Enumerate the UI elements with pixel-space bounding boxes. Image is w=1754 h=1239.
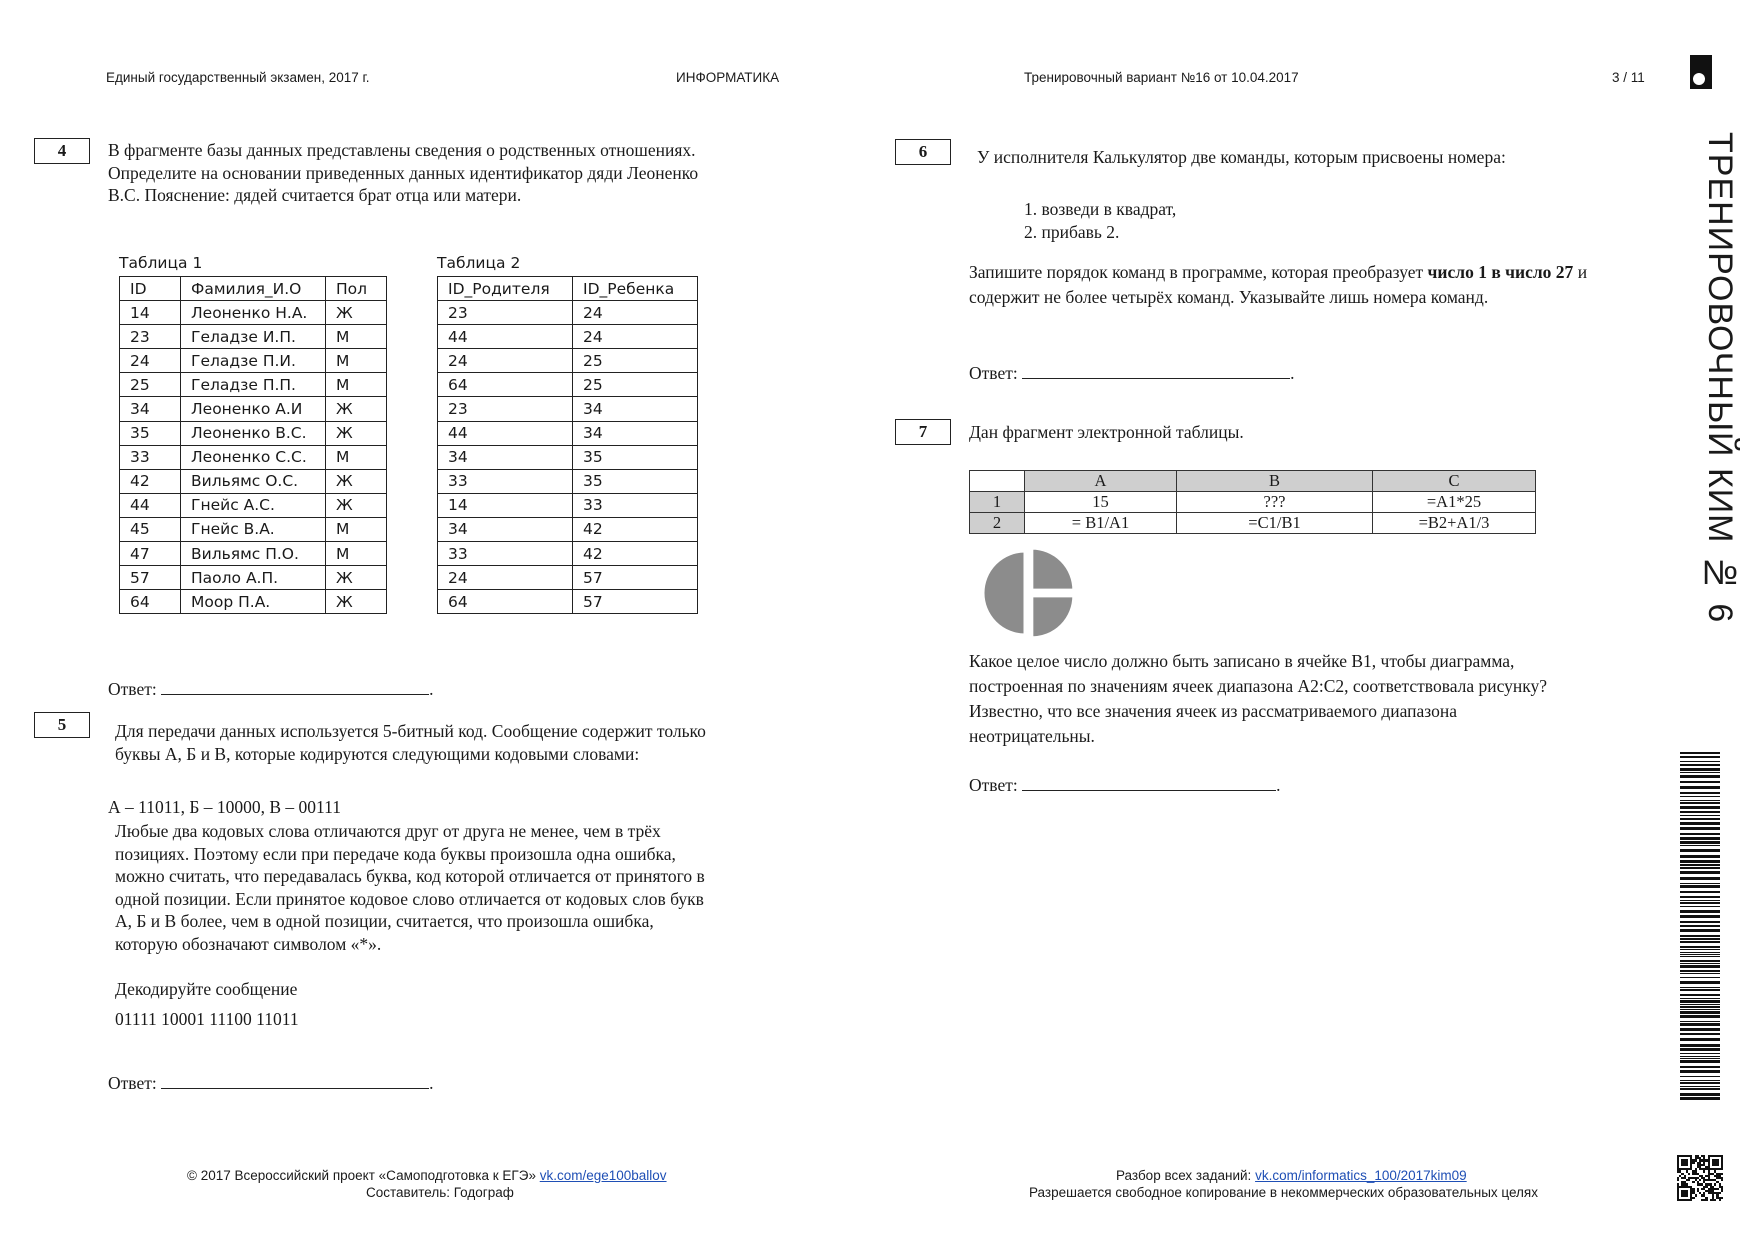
answer-label: Ответ: (108, 1073, 157, 1093)
table2-cell: 42 (573, 542, 698, 566)
barcode-bar (1680, 1021, 1720, 1022)
qr-module (1686, 1194, 1688, 1196)
barcode-bar (1680, 796, 1720, 797)
task-4-number: 4 (34, 138, 90, 164)
table1-cell: Геладзе П.П. (181, 373, 326, 397)
table2-cell: 14 (438, 493, 573, 517)
table1-cell: Ж (326, 421, 387, 445)
command-item: 1. возведи в квадрат, (1024, 199, 1177, 219)
table2-row (438, 373, 698, 397)
barcode-bar (1680, 902, 1720, 904)
table1-row (120, 542, 387, 566)
qr-module (1703, 1170, 1705, 1172)
task-6-question (969, 260, 1589, 310)
barcode-bar (1680, 860, 1720, 863)
table1-cell: 45 (120, 517, 181, 541)
footer-analysis-link[interactable]: vk.com/informatics_100/2017kim09 (1255, 1168, 1467, 1183)
barcode-bar (1680, 981, 1720, 984)
table1-row (120, 325, 387, 349)
table1-cell: 57 (120, 566, 181, 590)
barcode-bar (1680, 822, 1720, 825)
barcode-bar (1680, 1048, 1720, 1051)
footer-copyright: © 2017 Всероссийский проект «Самоподготовка к ЕГЭ» (187, 1168, 540, 1183)
table2-cell: 24 (438, 566, 573, 590)
barcode-bar (1680, 802, 1720, 804)
table2-row (438, 397, 698, 421)
task-5-codes: А – 11011, Б – 10000, В – 00111 (108, 797, 342, 817)
table1-cell: Гнейс А.С. (181, 493, 326, 517)
table1-cell: 25 (120, 373, 181, 397)
barcode-bar (1680, 1009, 1720, 1010)
sheet-row (970, 492, 1536, 513)
barcode-bar (1680, 970, 1720, 972)
table1-column-header: Фамилия_И.О (181, 277, 326, 301)
barcode-bar (1680, 1070, 1720, 1073)
barcode-bar (1680, 921, 1720, 923)
barcode-bar (1680, 867, 1720, 869)
barcode (1680, 752, 1720, 1102)
barcode-bar (1680, 837, 1720, 840)
table1-cell: М (326, 517, 387, 541)
footer-left (187, 1168, 667, 1183)
task-5-decode: Декодируйте сообщение (115, 979, 298, 999)
barcode-bar (1680, 883, 1720, 884)
table1-cell: М (326, 373, 387, 397)
footer-license: Разрешается свободное копирование в некоммерческих образовательных целях (1029, 1185, 1538, 1200)
table2 (437, 276, 698, 614)
task-6-answer: Ответ: . (969, 363, 1295, 383)
table2-cell: 57 (573, 566, 698, 590)
barcode-bar (1680, 925, 1720, 927)
barcode-bar (1680, 963, 1720, 964)
table1-row (120, 373, 387, 397)
barcode-bar (1680, 841, 1720, 844)
pie-chart (974, 538, 1084, 648)
table1 (119, 276, 387, 614)
barcode-bar (1680, 781, 1720, 783)
barcode-bar (1680, 900, 1720, 901)
header-subject: ИНФОРМАТИКА (676, 70, 780, 85)
task-7-answer-line[interactable] (1022, 774, 1276, 791)
qr-module (1692, 1197, 1694, 1199)
table2-cell: 33 (438, 542, 573, 566)
barcode-bar (1680, 775, 1720, 778)
table1-cell: М (326, 445, 387, 469)
barcode-bar (1680, 1060, 1720, 1063)
pie-slice-b2 (1032, 596, 1074, 638)
qr-module (1677, 1179, 1679, 1181)
task-5-number: 5 (34, 712, 90, 738)
table1-cell: Ж (326, 301, 387, 325)
table1-cell: 23 (120, 325, 181, 349)
table2-row (438, 325, 698, 349)
table1-row (120, 301, 387, 325)
barcode-bar (1680, 949, 1720, 950)
barcode-bar (1680, 849, 1720, 852)
barcode-bar (1680, 1044, 1720, 1047)
table1-cell: Паоло А.П. (181, 566, 326, 590)
barcode-bar (1680, 1082, 1720, 1084)
qr-module (1699, 1179, 1701, 1181)
table1-row (120, 349, 387, 373)
table1-cell: Леоненко А.И (181, 397, 326, 421)
task-7-question: Какое целое число должно быть записано в ячейке B1, чтобы диаграмма, построенная по значениям ячеек диапазона A2:C2, соответствовала рисунку? Известно, что все значения ячеек из рассматриваемого диапазона неотрицательны. (969, 651, 1548, 746)
command-item: 2. прибавь 2. (1024, 221, 1120, 242)
pie-slice-a2 (1032, 548, 1074, 590)
sheet-cell-a2: = B1/A1 (1025, 513, 1177, 534)
barcode-bar (1680, 1038, 1720, 1041)
task-6-intro: У исполнителя Калькулятор две команды, которым присвоены номера: (977, 147, 1506, 167)
table2-row (438, 590, 698, 614)
barcode-bar (1680, 772, 1720, 773)
qr-code (1677, 1155, 1723, 1201)
table1-cell: Леоненко Н.А. (181, 301, 326, 325)
sheet-row-header: 2 (970, 513, 1025, 534)
answer-label: Ответ: (969, 363, 1018, 383)
pie-slice-c2 (983, 551, 1025, 635)
table1-header-row (120, 277, 387, 301)
table2-cell: 57 (573, 590, 698, 614)
barcode-bar (1680, 806, 1720, 809)
barcode-bar (1680, 752, 1720, 754)
barcode-bar (1680, 973, 1720, 974)
barcode-bar (1680, 994, 1720, 996)
barcode-bar (1680, 1028, 1720, 1031)
qr-module (1688, 1173, 1690, 1175)
barcode-bar (1680, 818, 1720, 820)
table1-cell: Вильямс О.С. (181, 469, 326, 493)
table2-cell: 42 (573, 517, 698, 541)
task-6-question-part1: Запишите порядок команд в программе, которая преобразует (969, 262, 1428, 282)
table2-row (438, 421, 698, 445)
table1-caption: Таблица 1 (119, 254, 203, 272)
task-5-body: Любые два кодовых слова отличаются друг от друга не менее, чем в трёх позициях. Поэтому если при передаче кода буквы произошла одна ошибка, можно считать, что передавалась буква, код которой отличается от принятого в одной позиции. Если принятое кодовое слово отличается от кодовых слов букв А, Б и В более, чем в одной позиции, считается, что произошла ошибка, которую обозначают символом «*». (115, 821, 705, 954)
task-6-commands (1024, 198, 1524, 243)
barcode-bar (1680, 935, 1720, 937)
barcode-bar (1680, 910, 1720, 913)
table2-row (438, 493, 698, 517)
sheet-cell-c2: =B2+A1/3 (1373, 513, 1536, 534)
barcode-bar (1680, 929, 1720, 932)
barcode-bar (1680, 954, 1720, 955)
header-variant: Тренировочный вариант №16 от 10.04.2017 (1024, 70, 1299, 85)
barcode-bar (1680, 906, 1720, 907)
table1-cell: 64 (120, 590, 181, 614)
table1-cell: М (326, 325, 387, 349)
table2-cell: 34 (573, 397, 698, 421)
sheet-col-header: B (1177, 471, 1373, 492)
table1-column-header: ID (120, 277, 181, 301)
table1-cell: Гнейс В.А. (181, 517, 326, 541)
table2-cell: 35 (573, 469, 698, 493)
table1-cell: 44 (120, 493, 181, 517)
task-6-question-bold: число 1 в число 27 (1427, 262, 1574, 282)
table2-cell: 25 (573, 373, 698, 397)
barcode-bar (1680, 896, 1720, 898)
table2-caption: Таблица 2 (437, 254, 521, 272)
table2-cell: 24 (573, 301, 698, 325)
table2-row (438, 301, 698, 325)
barcode-bar (1680, 1086, 1720, 1087)
sheet-cell-b1: ??? (1177, 492, 1373, 513)
table1-row (120, 397, 387, 421)
barcode-bar (1680, 941, 1720, 943)
table1-cell: Вильямс П.О. (181, 542, 326, 566)
corner-mark (1690, 55, 1712, 89)
qr-module (1716, 1164, 1718, 1166)
table1-row (120, 493, 387, 517)
task-4-answer-line[interactable] (161, 678, 429, 695)
barcode-bar (1680, 1076, 1720, 1077)
qr-module (1721, 1190, 1723, 1192)
table1-cell: Ж (326, 493, 387, 517)
table2-cell: 24 (573, 325, 698, 349)
barcode-bar (1680, 1088, 1720, 1090)
qr-module (1721, 1197, 1723, 1199)
table1-row (120, 469, 387, 493)
table1-cell: Ж (326, 590, 387, 614)
table2-cell: 23 (438, 397, 573, 421)
table1-cell: Моор П.А. (181, 590, 326, 614)
table2-cell: 33 (438, 469, 573, 493)
table1-cell: 47 (120, 542, 181, 566)
barcode-bar (1680, 1006, 1720, 1008)
table1-cell: Ж (326, 469, 387, 493)
table2-header-row (438, 277, 698, 301)
table2-cell: 64 (438, 373, 573, 397)
qr-module (1690, 1199, 1692, 1201)
sheet-cell-a1: 15 (1025, 492, 1177, 513)
barcode-bar (1680, 827, 1720, 830)
qr-module (1721, 1179, 1723, 1181)
qr-module (1695, 1194, 1697, 1196)
table1-row (120, 566, 387, 590)
table2-row (438, 566, 698, 590)
barcode-bar (1680, 960, 1720, 962)
barcode-bar (1680, 1023, 1720, 1026)
table2-cell: 64 (438, 590, 573, 614)
barcode-bar (1680, 987, 1720, 988)
table1-cell: Леоненко С.С. (181, 445, 326, 469)
table1-column-header: Пол (326, 277, 387, 301)
table2-row (438, 445, 698, 469)
barcode-bar (1680, 811, 1720, 813)
footer-author: Составитель: Годограф (366, 1185, 514, 1200)
table1-cell: 35 (120, 421, 181, 445)
barcode-bar (1680, 764, 1720, 766)
table1-cell: 34 (120, 397, 181, 421)
header-page: 3 / 11 (1612, 70, 1645, 85)
table2-column-header: ID_Родителя (438, 277, 573, 301)
table2-cell: 34 (438, 517, 573, 541)
sheet-row (970, 513, 1536, 534)
sheet-header-row (970, 471, 1536, 492)
answer-label: Ответ: (969, 775, 1018, 795)
table2-cell: 44 (438, 325, 573, 349)
barcode-bar (1680, 891, 1720, 893)
table2-row (438, 517, 698, 541)
table1-cell: Геладзе И.П. (181, 325, 326, 349)
sheet-cell-b2: =C1/B1 (1177, 513, 1373, 534)
barcode-bar (1680, 761, 1720, 762)
table1-row (120, 445, 387, 469)
task-6-number: 6 (895, 139, 951, 165)
barcode-bar (1680, 1080, 1720, 1081)
barcode-bar (1680, 885, 1720, 888)
barcode-bar (1680, 938, 1720, 940)
answer-label: Ответ: (108, 679, 157, 699)
sheet-row-header: 1 (970, 492, 1025, 513)
qr-module (1705, 1199, 1707, 1201)
barcode-bar (1680, 792, 1720, 794)
table2-cell: 25 (573, 349, 698, 373)
table2-cell: 34 (573, 421, 698, 445)
barcode-bar (1680, 915, 1720, 918)
sheet-cell-c1: =A1*25 (1373, 492, 1536, 513)
barcode-bar (1680, 871, 1720, 874)
table2-cell: 23 (438, 301, 573, 325)
qr-module (1686, 1164, 1688, 1166)
task-7-answer: Ответ: . (969, 775, 1281, 795)
table1-cell: 14 (120, 301, 181, 325)
barcode-bar (1680, 998, 1720, 999)
barcode-bar (1680, 989, 1720, 991)
barcode-bar (1680, 845, 1720, 846)
barcode-bar (1680, 800, 1720, 801)
task-5-answer-line[interactable] (161, 1072, 429, 1089)
qr-module (1714, 1199, 1716, 1201)
barcode-bar (1680, 1053, 1720, 1054)
barcode-bar (1680, 815, 1720, 816)
qr-module (1714, 1183, 1716, 1185)
qr-module (1716, 1188, 1718, 1190)
task-4-text: В фрагменте базы данных представлены сведения о родственных отношениях. Определите на основании приведенных данных идентификатор дяди Леоненко В.С. Пояснение: дядей считается брат отца или матери. (108, 140, 699, 205)
table1-cell: Геладзе П.И. (181, 349, 326, 373)
task-6-answer-line[interactable] (1022, 362, 1290, 379)
barcode-bar (1680, 1097, 1720, 1100)
barcode-bar (1680, 1004, 1720, 1005)
qr-module (1719, 1199, 1721, 1201)
barcode-bar (1680, 946, 1720, 948)
qr-module (1688, 1179, 1690, 1181)
barcode-bar (1680, 956, 1720, 957)
barcode-bar (1680, 965, 1720, 968)
task-5-intro: Для передачи данных используется 5-битный код. Сообщение содержит только буквы А, Б и В, которые кодируются следующими кодовыми словами: (115, 721, 706, 764)
sheet-col-header: C (1373, 471, 1536, 492)
barcode-bar (1680, 1000, 1720, 1003)
task-6-question-part2: и содержит не более четырёх команд. Указывайте лишь номера команд. (969, 262, 1588, 307)
task-5-answer: Ответ: . (108, 1073, 434, 1093)
table1-cell: Ж (326, 397, 387, 421)
barcode-bar (1680, 952, 1720, 953)
table1-cell: М (326, 542, 387, 566)
table1-cell: 33 (120, 445, 181, 469)
qr-module (1721, 1168, 1723, 1170)
table1-cell: Леоненко В.С. (181, 421, 326, 445)
qr-module (1692, 1162, 1694, 1164)
table2-cell: 35 (573, 445, 698, 469)
barcode-bar (1680, 756, 1720, 758)
barcode-bar (1680, 1011, 1720, 1014)
table2-column-header: ID_Ребенка (573, 277, 698, 301)
footer-right (1116, 1168, 1467, 1183)
table2-row (438, 542, 698, 566)
barcode-bar (1680, 768, 1720, 771)
spreadsheet-fragment (969, 470, 1536, 534)
barcode-bar (1680, 1056, 1720, 1057)
qr-module (1692, 1181, 1694, 1183)
table2-cell: 33 (573, 493, 698, 517)
table1-cell: М (326, 349, 387, 373)
footer-analysis-label: Разбор всех заданий: (1116, 1168, 1256, 1183)
table1-row (120, 590, 387, 614)
barcode-bar (1680, 1033, 1720, 1035)
barcode-bar (1680, 786, 1720, 789)
barcode-bar (1680, 1015, 1720, 1018)
table1-row (120, 421, 387, 445)
table1-cell: Ж (326, 566, 387, 590)
barcode-bar (1680, 855, 1720, 858)
table2-row (438, 469, 698, 493)
sheet-col-header: A (1025, 471, 1177, 492)
side-title: ТРЕНИРОВОЧНЫЙ КИМ № 6 (1701, 132, 1739, 624)
table2-cell: 34 (438, 445, 573, 469)
task-7-intro: Дан фрагмент электронной таблицы. (969, 422, 1244, 442)
barcode-bar (1680, 1066, 1720, 1068)
barcode-bar (1680, 864, 1720, 866)
barcode-bar (1680, 1093, 1720, 1096)
task-5-message: 01111 10001 11100 11011 (115, 1009, 299, 1029)
footer-project-link[interactable]: vk.com/ege100ballov (539, 1168, 667, 1183)
qr-module (1721, 1173, 1723, 1175)
barcode-bar (1680, 1058, 1720, 1059)
table1-cell: 42 (120, 469, 181, 493)
task-4-answer: Ответ: . (108, 679, 434, 699)
barcode-bar (1680, 833, 1720, 835)
table2-cell: 24 (438, 349, 573, 373)
barcode-bar (1680, 977, 1720, 978)
header-exam: Единый государственный экзамен, 2017 г. (106, 70, 370, 85)
barcode-bar (1680, 877, 1720, 880)
qr-module (1719, 1192, 1721, 1194)
task-7-number: 7 (895, 419, 951, 445)
table2-row (438, 349, 698, 373)
table1-row (120, 517, 387, 541)
table1-cell: 24 (120, 349, 181, 373)
table2-cell: 44 (438, 421, 573, 445)
sheet-corner-cell (970, 471, 1025, 492)
